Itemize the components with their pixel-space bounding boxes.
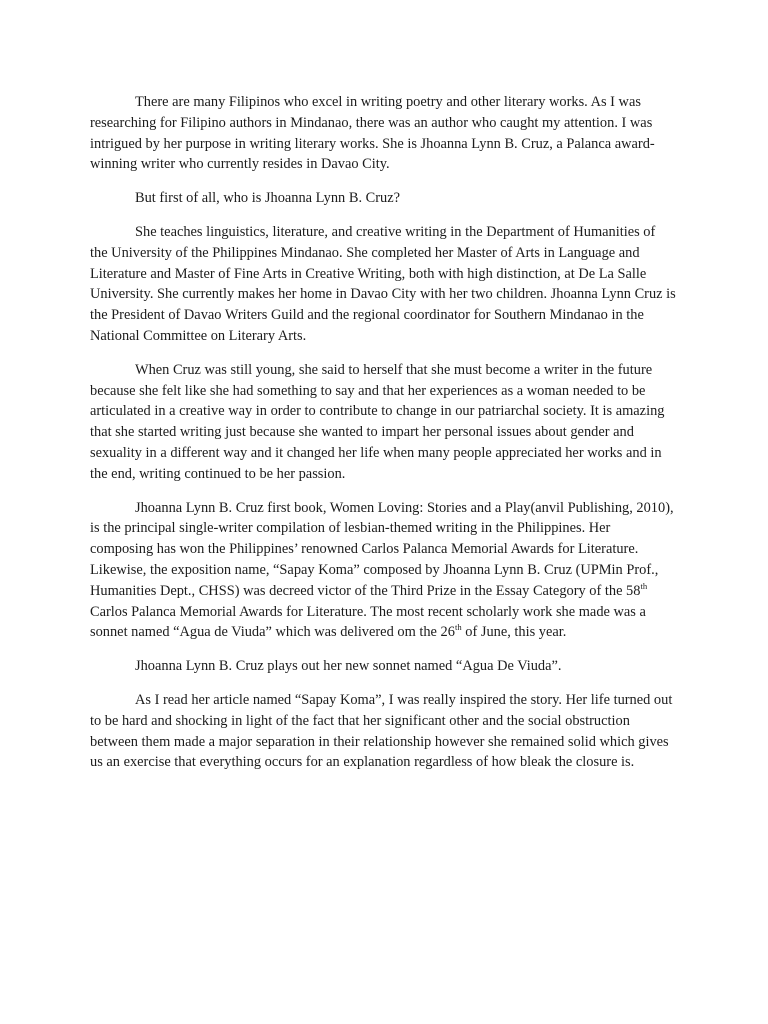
text-run: Jhoanna Lynn B. Cruz first book, Women Loving: Stories and a Play(anvil Publishing, 2010), is the principal single-writer compilation of lesbian-themed writing in the Philippines. Her composing has won the Philippines’ renowned Carlos Palanca Memorial Awards for Literature. Likewise, the exposition name, “Sapay Koma” composed by Jhoanna Lynn B. Cruz (UPMin Prof., Humanities Dept., CHSS) was decreed victor of the Third Prize in the Essay Category of the 58 — [90, 499, 674, 599]
text-run: As I read her article named “Sapay Koma”, I was really inspired the story. Her life turned out to be hard and shocking in light of the fact that her significant other and the social obstruction between them made a major separation in their relationship however she remained solid which gives us an exercise that everything occurs for an explanation regardless of how bleak the closure is. — [90, 691, 673, 771]
ordinal-suffix: th — [640, 580, 648, 591]
text-run: of June, this year. — [461, 624, 567, 641]
paragraph-question — [90, 188, 676, 209]
ordinal-suffix: th — [454, 622, 462, 633]
paragraph-motivation — [90, 360, 676, 485]
paragraph-sonnet — [90, 656, 676, 677]
paragraph-background — [90, 222, 676, 347]
paragraph-reflection — [90, 690, 676, 773]
text-run: There are many Filipinos who excel in writing poetry and other literary works. As I was researching for Filipino authors in Mindanao, there was an author who caught my attention. I was intrigued by her purpose in writing literary works. She is Jhoanna Lynn B. Cruz, a Palanca award-winning writer who currently resides in Davao City. — [90, 94, 655, 173]
paragraph-intro — [90, 92, 676, 175]
document-page — [90, 92, 676, 786]
text-run: When Cruz was still young, she said to herself that she must become a writer in the future because she felt like she had something to say and that her experiences as a woman needed to be articulated in a creative way in order to contribute to change in our patriarchal society. It is amazing that she started writing just because she wanted to impart her personal issues about gender and sexuality in a different way and it changed her life when many people appreciated her works and in the end, writing continued to be her passion. — [90, 361, 665, 482]
text-run: She teaches linguistics, literature, and creative writing in the Department of Humanities of the University of the Philippines Mindanao. She completed her Master of Arts in Language and Literature and Master of Fine Arts in Creative Writing, both with high distinction, at De La Salle University. She currently makes her home in Davao City with her two children. Jhoanna Lynn Cruz is the President of Davao Writers Guild and the regional coordinator for Southern Mindanao in the National Committee on Literary Arts. — [90, 223, 676, 344]
text-run: Jhoanna Lynn B. Cruz plays out her new sonnet named “Agua De Viuda”. — [135, 658, 562, 675]
text-run: Carlos Palanca Memorial Awards for Literature. The most recent scholarly work she made was a sonnet named “Agua de Viuda” which was delivered om the 26 — [90, 603, 646, 641]
text-run: But first of all, who is Jhoanna Lynn B. Cruz? — [135, 190, 400, 207]
paragraph-works — [90, 498, 676, 644]
